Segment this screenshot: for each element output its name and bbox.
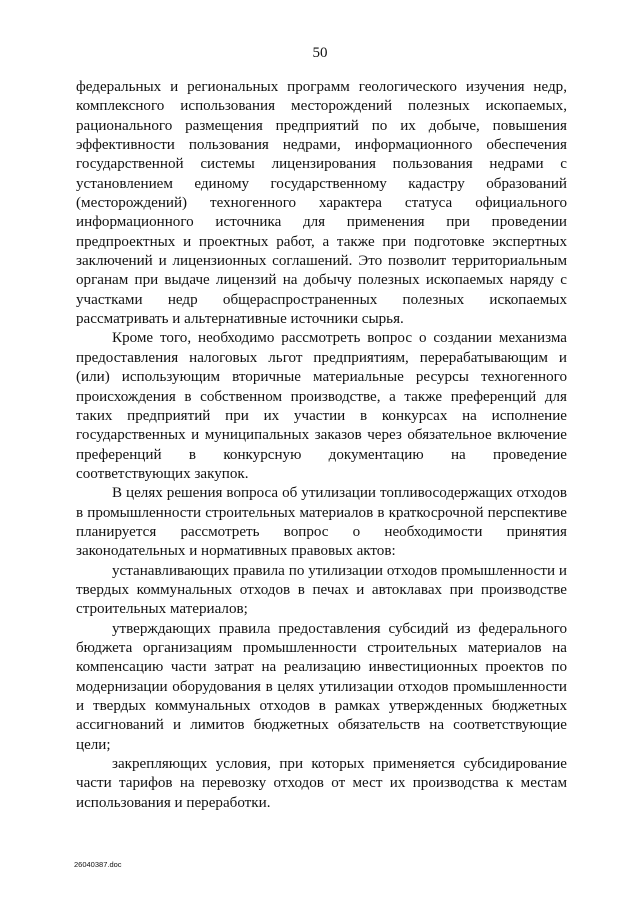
paragraph-6: закрепляющих условия, при которых применяется субсидирование части тарифов на перевозку отходов от мест их производства к местам использования и переработки. (76, 756, 567, 811)
paragraph-1: федеральных и региональных программ геологического изучения недр, комплексного использования месторождений полезных ископаемых, рационального размещения предприятий по их добыче, повышения эффективности пользования недрами, информационного обеспечения государственной системы лицензирования пользования недрами с установлением единому государственному кадастру образований (месторождений) техногенного характера статуса официального информационного источника для применения при проведении предпроектных и проектных работ, а также при подготовке экспертных заключений и лицензионных соглашений. Это позволит территориальным органам при выдаче лицензий на добычу полезных ископаемых наряду с участками недр общераспространенных полезных ископаемых рассматривать и альтернативные источники сырья. (76, 79, 567, 328)
paragraph-2: Кроме того, необходимо рассмотреть вопрос о создании механизма предоставления налоговых льгот предприятиям, перерабатывающим и (или) использующим вторичные материальные ресурсы техногенного происхождения в собственном производстве, а также преференций для таких предприятий при их участии в конкурсах на исполнение государственных и муниципальных заказов через обязательное включение преференций в конкурсную документацию на проведение соответствующих закупок. (76, 330, 567, 482)
paragraph-4: устанавливающих правила по утилизации отходов промышленности и твердых коммунальных отходов в печах и автоклавах при производстве строительных материалов; (76, 562, 567, 618)
footer-filename: 26040387.doc (74, 860, 122, 869)
paragraph-3: В целях решения вопроса об утилизации топливосодержащих отходов в промышленности строительных материалов в краткосрочной перспективе планируется рассмотреть вопрос о необходимости принятия законодательных и нормативных правовых актов: (76, 485, 567, 560)
page-number: 50 (312, 45, 328, 61)
document-body (76, 78, 567, 813)
paragraph-5: утверждающих правила предоставления субсидий из федерального бюджета организациям промышленности строительных материалов на компенсацию части затрат на реализацию инвестиционных проектов по модернизации оборудования в целях утилизации отходов промышленности и твердых коммунальных отходов в рамках утвержденных бюджетных ассигнований и лимитов бюджетных обязательств на соответствующие цели; (76, 620, 567, 753)
